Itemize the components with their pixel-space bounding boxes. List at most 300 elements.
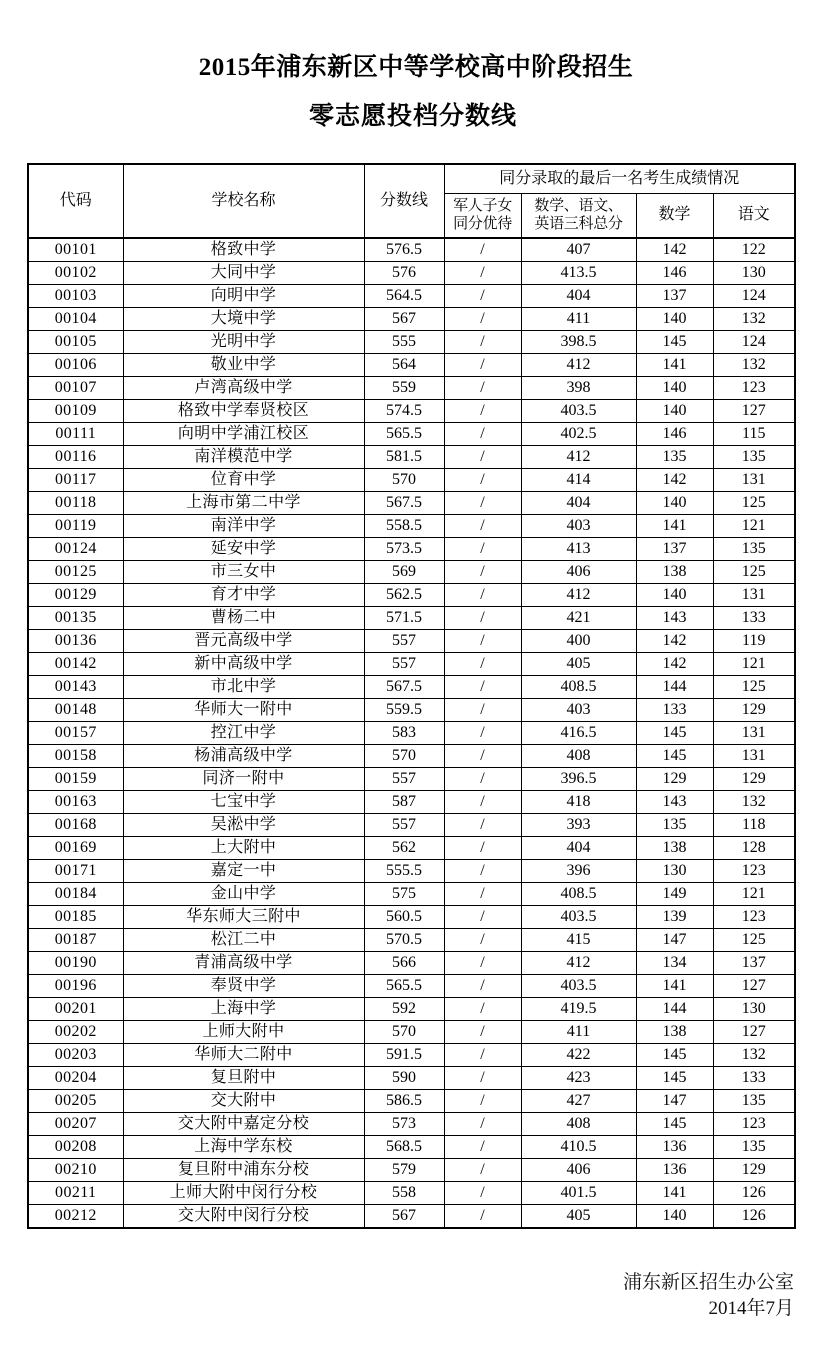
cell-code: 00190 [28,952,123,975]
cell-math: 141 [636,354,713,377]
cell-math: 149 [636,883,713,906]
cell-military: / [444,1044,521,1067]
document-title-line1: 2015年浦东新区中等学校高中阶段招生 [198,54,634,81]
cell-school: 大同中学 [123,262,364,285]
cell-military: / [444,791,521,814]
cell-military: / [444,906,521,929]
table-row [28,1159,795,1182]
cell-school: 控江中学 [123,722,364,745]
cell-code: 00169 [28,837,123,860]
cell-code: 00105 [28,331,123,354]
cell-school: 育才中学 [123,584,364,607]
cell-three-subject-total: 419.5 [521,998,636,1021]
cell-code: 00143 [28,676,123,699]
column-header-three-subject-line2: 英语三科总分 [534,215,623,232]
cell-three-subject-total: 393 [521,814,636,837]
table-row [28,630,795,653]
cell-code: 00163 [28,791,123,814]
cell-math: 129 [636,768,713,791]
cell-three-subject-total: 403.5 [521,400,636,423]
cell-chinese: 131 [713,745,795,768]
cell-cutoff: 586.5 [364,1090,444,1113]
cell-school: 南洋模范中学 [123,446,364,469]
cell-chinese: 121 [713,515,795,538]
cell-school: 南洋中学 [123,515,364,538]
cell-cutoff: 567.5 [364,676,444,699]
cell-school: 上大附中 [123,837,364,860]
cell-three-subject-total: 421 [521,607,636,630]
table-row [28,998,795,1021]
cell-code: 00205 [28,1090,123,1113]
cell-cutoff: 592 [364,998,444,1021]
cell-chinese: 123 [713,860,795,883]
cell-code: 00104 [28,308,123,331]
cell-school: 卢湾高级中学 [123,377,364,400]
cell-three-subject-total: 405 [521,653,636,676]
cell-three-subject-total: 404 [521,837,636,860]
column-header-group-tie-break: 同分录取的最后一名考生成绩情况 [444,164,795,194]
cell-military: / [444,883,521,906]
cell-code: 00187 [28,929,123,952]
cell-cutoff: 565.5 [364,423,444,446]
cell-math: 136 [636,1159,713,1182]
cell-three-subject-total: 414 [521,469,636,492]
cell-chinese: 137 [713,952,795,975]
table-row [28,975,795,998]
cell-military: / [444,952,521,975]
cell-cutoff: 564 [364,354,444,377]
cell-school: 华师大二附中 [123,1044,364,1067]
cell-chinese: 135 [713,1136,795,1159]
cell-chinese: 131 [713,722,795,745]
table-row [28,308,795,331]
cell-math: 138 [636,837,713,860]
cell-math: 147 [636,1090,713,1113]
cell-cutoff: 570 [364,745,444,768]
cell-three-subject-total: 402.5 [521,423,636,446]
cell-cutoff: 590 [364,1067,444,1090]
cell-math: 130 [636,860,713,883]
cell-math: 140 [636,400,713,423]
cell-cutoff: 567 [364,1205,444,1229]
cell-school: 松江二中 [123,929,364,952]
cell-chinese: 124 [713,285,795,308]
cell-school: 上师大附中 [123,1021,364,1044]
column-header-school: 学校名称 [123,164,364,238]
cell-math: 137 [636,538,713,561]
cell-military: / [444,446,521,469]
title-block [0,0,822,133]
cell-chinese: 132 [713,1044,795,1067]
cell-school: 复旦附中 [123,1067,364,1090]
cell-code: 00203 [28,1044,123,1067]
table-row [28,1021,795,1044]
cell-military: / [444,492,521,515]
cell-math: 142 [636,469,713,492]
cell-chinese: 122 [713,238,795,262]
cell-military: / [444,745,521,768]
cell-cutoff: 566 [364,952,444,975]
cell-chinese: 127 [713,1021,795,1044]
table-row [28,722,795,745]
footer-block [623,1270,794,1321]
cell-school: 新中高级中学 [123,653,364,676]
table-row [28,883,795,906]
cell-chinese: 127 [713,400,795,423]
cell-school: 金山中学 [123,883,364,906]
cell-math: 145 [636,745,713,768]
column-header-cutoff: 分数线 [364,164,444,238]
cell-military: / [444,1205,521,1229]
cell-school: 向明中学浦江校区 [123,423,364,446]
cell-military: / [444,607,521,630]
cell-three-subject-total: 398.5 [521,331,636,354]
cell-math: 137 [636,285,713,308]
cell-math: 145 [636,331,713,354]
table-body [28,238,795,1228]
cell-three-subject-total: 410.5 [521,1136,636,1159]
column-header-chinese: 语文 [713,194,795,239]
cell-cutoff: 564.5 [364,285,444,308]
cell-code: 00157 [28,722,123,745]
table-row [28,238,795,262]
cell-military: / [444,653,521,676]
cell-chinese: 132 [713,354,795,377]
table-row [28,791,795,814]
cell-military: / [444,515,521,538]
cell-military: / [444,354,521,377]
cell-code: 00208 [28,1136,123,1159]
cell-school: 市北中学 [123,676,364,699]
cell-chinese: 124 [713,331,795,354]
cell-school: 同济一附中 [123,768,364,791]
cell-chinese: 126 [713,1205,795,1229]
cell-three-subject-total: 398 [521,377,636,400]
cell-cutoff: 581.5 [364,446,444,469]
table-row [28,653,795,676]
scores-table [27,163,796,1229]
cell-three-subject-total: 408 [521,1113,636,1136]
cell-three-subject-total: 403 [521,515,636,538]
cell-code: 00101 [28,238,123,262]
cell-three-subject-total: 396.5 [521,768,636,791]
cell-cutoff: 565.5 [364,975,444,998]
cell-code: 00185 [28,906,123,929]
cell-school: 光明中学 [123,331,364,354]
cell-three-subject-total: 408.5 [521,883,636,906]
cell-cutoff: 570 [364,469,444,492]
cell-math: 133 [636,699,713,722]
cell-three-subject-total: 427 [521,1090,636,1113]
cell-math: 146 [636,423,713,446]
cell-math: 142 [636,653,713,676]
cell-three-subject-total: 396 [521,860,636,883]
cell-cutoff: 557 [364,768,444,791]
cell-military: / [444,331,521,354]
column-header-military-line2: 同分优待 [453,215,512,232]
cell-school: 交大附中 [123,1090,364,1113]
cell-school: 华师大一附中 [123,699,364,722]
cell-military: / [444,975,521,998]
cell-chinese: 129 [713,768,795,791]
cell-math: 135 [636,814,713,837]
cell-cutoff: 559 [364,377,444,400]
cell-military: / [444,400,521,423]
cell-cutoff: 562.5 [364,584,444,607]
cell-chinese: 135 [713,1090,795,1113]
cell-school: 市三女中 [123,561,364,584]
cell-school: 位育中学 [123,469,364,492]
cell-three-subject-total: 408.5 [521,676,636,699]
table-row [28,745,795,768]
cell-math: 135 [636,446,713,469]
cell-military: / [444,768,521,791]
cell-three-subject-total: 407 [521,238,636,262]
cell-three-subject-total: 413.5 [521,262,636,285]
cell-math: 138 [636,1021,713,1044]
cell-cutoff: 557 [364,653,444,676]
cell-chinese: 135 [713,446,795,469]
cell-chinese: 115 [713,423,795,446]
cell-math: 145 [636,1067,713,1090]
cell-three-subject-total: 403 [521,699,636,722]
column-header-code: 代码 [28,164,123,238]
cell-three-subject-total: 413 [521,538,636,561]
table-row [28,1067,795,1090]
cell-chinese: 133 [713,607,795,630]
cell-military: / [444,285,521,308]
cell-school: 敬业中学 [123,354,364,377]
cell-chinese: 126 [713,1182,795,1205]
cell-math: 140 [636,492,713,515]
cell-chinese: 129 [713,1159,795,1182]
cell-chinese: 125 [713,929,795,952]
cell-chinese: 123 [713,906,795,929]
cell-math: 140 [636,308,713,331]
table-row [28,262,795,285]
cell-code: 00106 [28,354,123,377]
cell-school: 交大附中闵行分校 [123,1205,364,1229]
cell-math: 141 [636,1182,713,1205]
table-row [28,837,795,860]
table-row [28,584,795,607]
cell-three-subject-total: 412 [521,354,636,377]
cell-code: 00212 [28,1205,123,1229]
cell-math: 144 [636,676,713,699]
cell-code: 00142 [28,653,123,676]
cell-cutoff: 570 [364,1021,444,1044]
table-row [28,492,795,515]
cell-cutoff: 570.5 [364,929,444,952]
cell-military: / [444,561,521,584]
cell-three-subject-total: 406 [521,1159,636,1182]
cell-chinese: 125 [713,492,795,515]
cell-math: 136 [636,1136,713,1159]
cell-school: 格致中学 [123,238,364,262]
cell-chinese: 128 [713,837,795,860]
column-header-math: 数学 [636,194,713,239]
cell-three-subject-total: 404 [521,492,636,515]
table-row [28,1113,795,1136]
cell-cutoff: 576.5 [364,238,444,262]
cell-school: 复旦附中浦东分校 [123,1159,364,1182]
cell-military: / [444,238,521,262]
cell-three-subject-total: 405 [521,1205,636,1229]
cell-cutoff: 555.5 [364,860,444,883]
cell-military: / [444,1021,521,1044]
table-row [28,952,795,975]
cell-cutoff: 573.5 [364,538,444,561]
cell-math: 140 [636,1205,713,1229]
cell-chinese: 121 [713,653,795,676]
cell-three-subject-total: 404 [521,285,636,308]
cell-cutoff: 575 [364,883,444,906]
cell-code: 00148 [28,699,123,722]
cell-chinese: 118 [713,814,795,837]
cell-school: 上海中学东校 [123,1136,364,1159]
cell-code: 00135 [28,607,123,630]
cell-code: 00196 [28,975,123,998]
cell-math: 145 [636,1044,713,1067]
cell-code: 00159 [28,768,123,791]
cell-cutoff: 574.5 [364,400,444,423]
cell-math: 138 [636,561,713,584]
cell-cutoff: 567.5 [364,492,444,515]
cell-three-subject-total: 411 [521,1021,636,1044]
table-row [28,814,795,837]
cell-chinese: 132 [713,308,795,331]
cell-military: / [444,469,521,492]
document-title-line2: 零志愿投档分数线 [308,102,517,131]
column-header-military-line1: 军人子女 [453,198,512,215]
cell-military: / [444,676,521,699]
cell-military: / [444,630,521,653]
table-head [28,164,795,238]
cell-code: 00107 [28,377,123,400]
table-row [28,423,795,446]
cell-math: 145 [636,1113,713,1136]
cell-cutoff: 559.5 [364,699,444,722]
cell-military: / [444,699,521,722]
table-row [28,561,795,584]
cell-math: 142 [636,238,713,262]
cell-math: 141 [636,975,713,998]
cell-three-subject-total: 411 [521,308,636,331]
issue-date: 2014年7月 [708,1297,794,1319]
cell-math: 140 [636,584,713,607]
cell-code: 00129 [28,584,123,607]
cell-three-subject-total: 408 [521,745,636,768]
cell-code: 00111 [28,423,123,446]
cell-chinese: 123 [713,1113,795,1136]
cell-math: 140 [636,377,713,400]
cell-chinese: 133 [713,1067,795,1090]
cell-three-subject-total: 412 [521,446,636,469]
cell-cutoff: 568.5 [364,1136,444,1159]
cell-school: 七宝中学 [123,791,364,814]
table-row [28,1044,795,1067]
table-row [28,768,795,791]
table-row [28,285,795,308]
cell-school: 向明中学 [123,285,364,308]
cell-three-subject-total: 406 [521,561,636,584]
cell-three-subject-total: 423 [521,1067,636,1090]
cell-math: 146 [636,262,713,285]
cell-military: / [444,377,521,400]
cell-math: 147 [636,929,713,952]
cell-cutoff: 560.5 [364,906,444,929]
cell-math: 145 [636,722,713,745]
cell-chinese: 119 [713,630,795,653]
cell-chinese: 125 [713,561,795,584]
cell-cutoff: 567 [364,308,444,331]
column-header-three-subject-total [521,194,636,239]
cell-code: 00125 [28,561,123,584]
cell-military: / [444,308,521,331]
cell-school: 格致中学奉贤校区 [123,400,364,423]
cell-three-subject-total: 400 [521,630,636,653]
cell-code: 00204 [28,1067,123,1090]
cell-military: / [444,1113,521,1136]
table-row [28,446,795,469]
table-row [28,607,795,630]
cell-cutoff: 557 [364,630,444,653]
issuing-office: 浦东新区招生办公室 [622,1272,794,1293]
cell-school: 曹杨二中 [123,607,364,630]
cell-school: 上师大附中闵行分校 [123,1182,364,1205]
table-row [28,400,795,423]
cell-chinese: 130 [713,998,795,1021]
table-row [28,929,795,952]
cell-military: / [444,584,521,607]
cell-math: 134 [636,952,713,975]
cell-school: 延安中学 [123,538,364,561]
table-row [28,377,795,400]
cell-military: / [444,1159,521,1182]
cell-school: 奉贤中学 [123,975,364,998]
cell-three-subject-total: 403.5 [521,906,636,929]
cell-cutoff: 562 [364,837,444,860]
scores-table-container [27,163,794,1229]
cell-math: 139 [636,906,713,929]
cell-military: / [444,1136,521,1159]
cell-code: 00103 [28,285,123,308]
cell-three-subject-total: 422 [521,1044,636,1067]
cell-code: 00119 [28,515,123,538]
table-row [28,1182,795,1205]
cell-cutoff: 579 [364,1159,444,1182]
cell-code: 00171 [28,860,123,883]
cell-military: / [444,1182,521,1205]
cell-code: 00168 [28,814,123,837]
cell-military: / [444,262,521,285]
table-row [28,1205,795,1229]
cell-military: / [444,722,521,745]
cell-school: 上海中学 [123,998,364,1021]
cell-chinese: 129 [713,699,795,722]
cell-chinese: 125 [713,676,795,699]
cell-three-subject-total: 401.5 [521,1182,636,1205]
cell-cutoff: 583 [364,722,444,745]
table-row [28,331,795,354]
cell-math: 141 [636,515,713,538]
cell-school: 杨浦高级中学 [123,745,364,768]
cell-three-subject-total: 415 [521,929,636,952]
table-row [28,860,795,883]
cell-code: 00202 [28,1021,123,1044]
cell-chinese: 135 [713,538,795,561]
cell-code: 00116 [28,446,123,469]
